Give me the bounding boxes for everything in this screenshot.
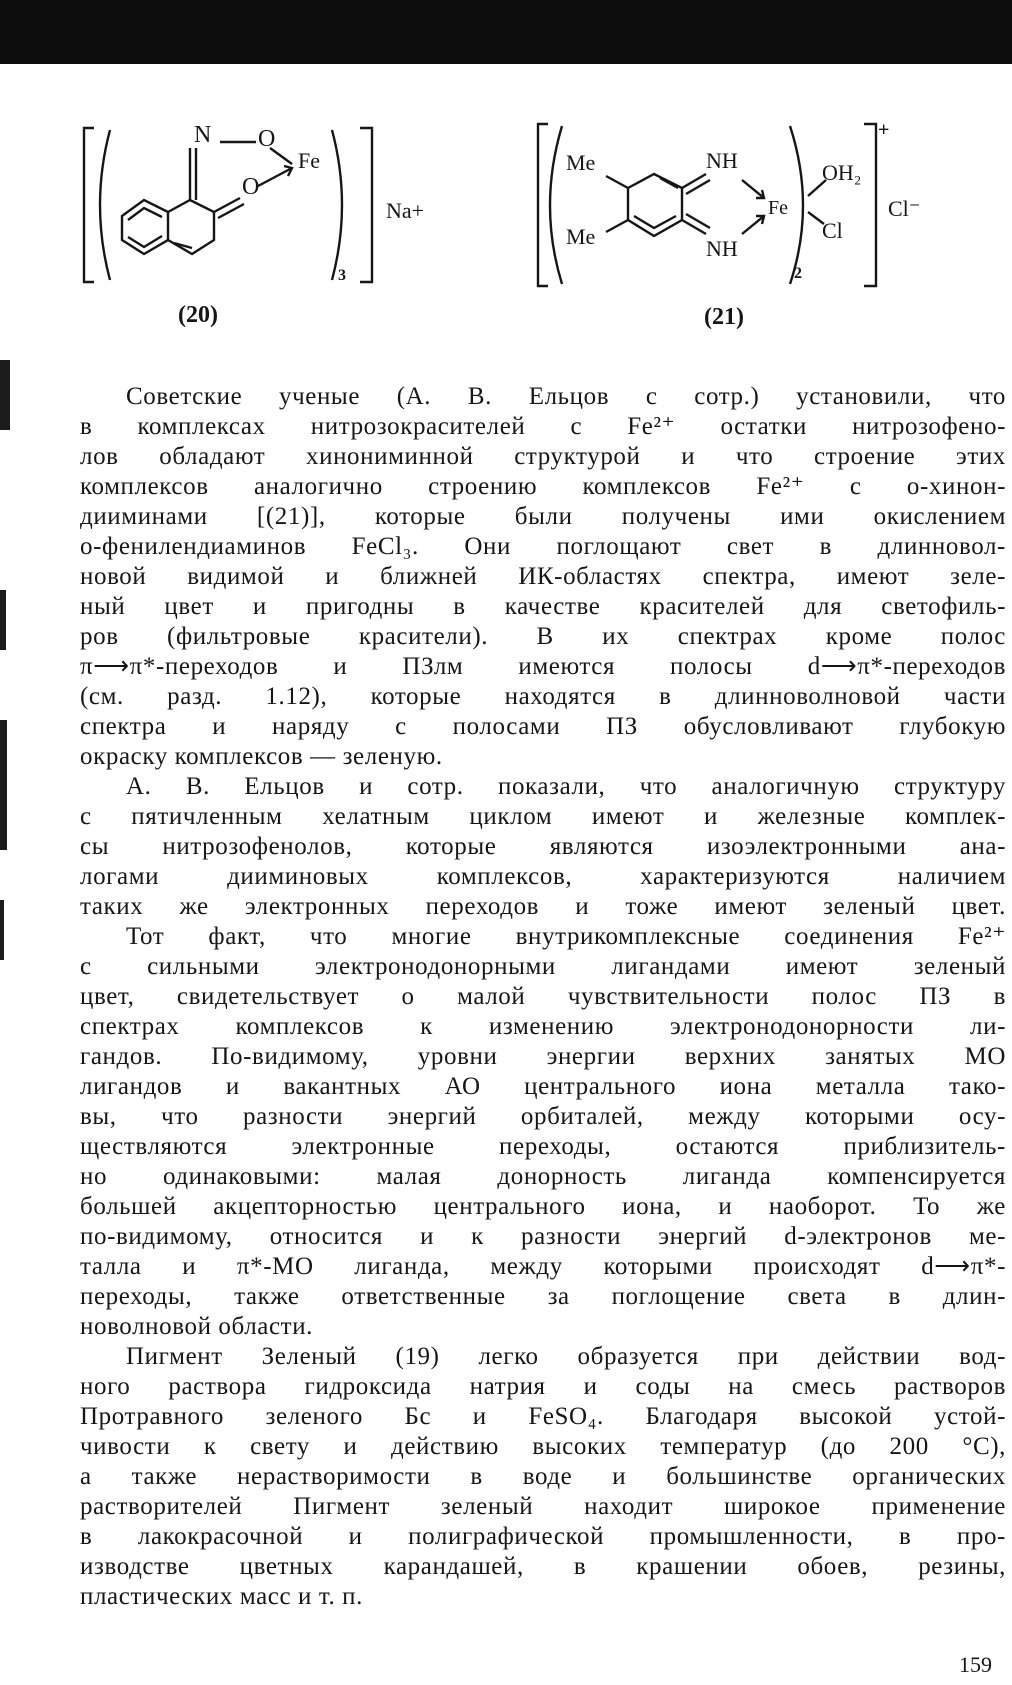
text-line: таких же электронных переходов и тоже имеют зеленый цвет. [80,893,1006,920]
text-line: Пигмент Зеленый (19) легко образуется при действии вод- [126,1343,1006,1370]
scan-shadow-mark [0,590,6,650]
text-line: А. В. Ельцов и сотр. показали, что аналогичную структуру [126,773,1006,800]
scan-top-border [0,0,1012,64]
text-line: чивости к свету и действию высоких температур (до 200 °С), [80,1433,1006,1460]
scan-shadow-mark [0,360,10,430]
scan-shadow-mark [0,900,4,960]
text-line: комплексов аналогично строению комплексов Fe²⁺ с о-хинон- [80,473,1006,500]
text-line: Протравного зеленого Бс и FeSO₄. Благодаря высокой устой- [80,1403,1006,1430]
compound-label-20: (20) [178,302,218,328]
text-line: новолновой области. [80,1313,314,1340]
paragraph [80,922,1006,1342]
text-line: спектрах комплексов к изменению электронодонорности ли- [80,1013,1006,1040]
page-number: 159 [959,1652,992,1677]
text-line: но одинаковыми: малая донорность лиганда компенсируется [80,1163,1006,1190]
text-line: растворителей Пигмент зеленый находит широкое применение [80,1493,1006,1520]
text-line: переходы, также ответственные за поглощение света в длин- [80,1283,1006,1310]
counterion-na: Na+ [386,198,425,223]
body-text [80,382,1006,1612]
text-line: гандов. По-видимому, уровни энергии верхних занятых МО [80,1043,1006,1070]
atom-fe: Fe [298,148,320,173]
compound-label-21: (21) [704,304,744,330]
structure-21 [526,118,1006,293]
text-line: большей акцепторностью центрального иона, и наоборот. То же [80,1193,1006,1220]
methyl-label: Me [566,224,596,249]
atom-fe: Fe [768,197,788,219]
text-line: π⟶π*-переходов и ПЗлм имеются полосы d⟶π*-переходов [80,653,1006,680]
text-line: сы нитрозофенолов, которые являются изоэлектронными ана- [80,833,1006,860]
scan-shadow-mark [0,720,7,850]
text-line: Советские ученые (А. В. Ельцов с сотр.) установили, что [126,383,1006,410]
text-line: (см. разд. 1.12), которые находятся в длинноволновой части [80,683,1006,710]
text-line: ществляются электронные переходы, остаются приблизитель- [80,1133,1006,1160]
text-line: лов обладают хинониминной структурой и что строение этих [80,443,1006,470]
structure-20 [70,120,470,295]
text-line: ного раствора гидроксида натрия и соды на смесь растворов [80,1373,1006,1400]
atom-nh: NH [706,148,738,173]
subscript-2: 2 [794,265,802,282]
text-line: вы, что разности энергий орбиталей, между которыми осу- [80,1103,1006,1130]
methyl-label: Me [566,150,596,175]
paragraph [80,772,1006,922]
text-line: дииминами [(21)], которые были получены ими окислением [80,503,1006,530]
structure-21-drawing [526,118,1006,293]
text-line: логами дииминовых комплексов, характеризуются наличием [80,863,1006,890]
structure-20-drawing [70,120,470,295]
text-line: ный цвет и пригодны в качестве красителей для светофиль- [80,593,1006,620]
text-line: с пятичленным хелатным циклом имеют и железные комплек- [80,803,1006,830]
atom-o: O [242,174,260,200]
atom-n: N [194,122,212,148]
text-line: о-фенилендиаминов FeCl₃. Они поглощают свет в длинновол- [80,533,1006,560]
paragraph [80,1342,1006,1612]
charge-plus: + [878,119,890,141]
ligand-oh2: OH₂ [822,160,862,185]
text-line: ров (фильтровые красители). В их спектрах кроме полос [80,623,1006,650]
text-line: новой видимой и ближней ИК-областях спектра, имеют зеле- [80,563,1006,590]
counterion-cl: Cl⁻ [888,196,921,221]
text-line: в лакокрасочной и полиграфической промышленности, в про- [80,1523,1006,1550]
text-line: спектра и наряду с полосами ПЗ обусловливают глубокую [80,713,1006,740]
text-line: Тот факт, что многие внутрикомплексные соединения Fe²⁺ [126,923,1006,950]
text-line: лигандов и вакантных АО центрального иона металла тако- [80,1073,1006,1100]
text-line: а также нерастворимости в воде и большинстве органических [80,1463,1006,1490]
text-line: по-видимому, относится и к разности энергий d-электронов ме- [80,1223,1006,1250]
paragraph [80,382,1006,772]
text-line: талла и π*-МО лиганда, между которыми происходят d⟶π*- [80,1253,1006,1280]
text-line: пластических масс и т. п. [80,1583,364,1610]
text-line: с сильными электронодонорными лигандами имеют зеленый [80,953,1006,980]
atom-o: O [258,126,276,152]
text-line: в комплексах нитрозокрасителей с Fe²⁺ остатки нитрозофено- [80,413,1006,440]
text-line: окраску комплексов — зеленую. [80,743,443,770]
subscript-3: 3 [338,267,346,284]
text-line: изводстве цветных карандашей, в крашении обоев, резины, [80,1553,1006,1580]
scan-left-margin [0,64,14,1685]
text-line: цвет, свидетельствует о малой чувствительности полос ПЗ в [80,983,1006,1010]
atom-nh: NH [706,236,738,261]
ligand-cl: Cl [822,218,843,243]
